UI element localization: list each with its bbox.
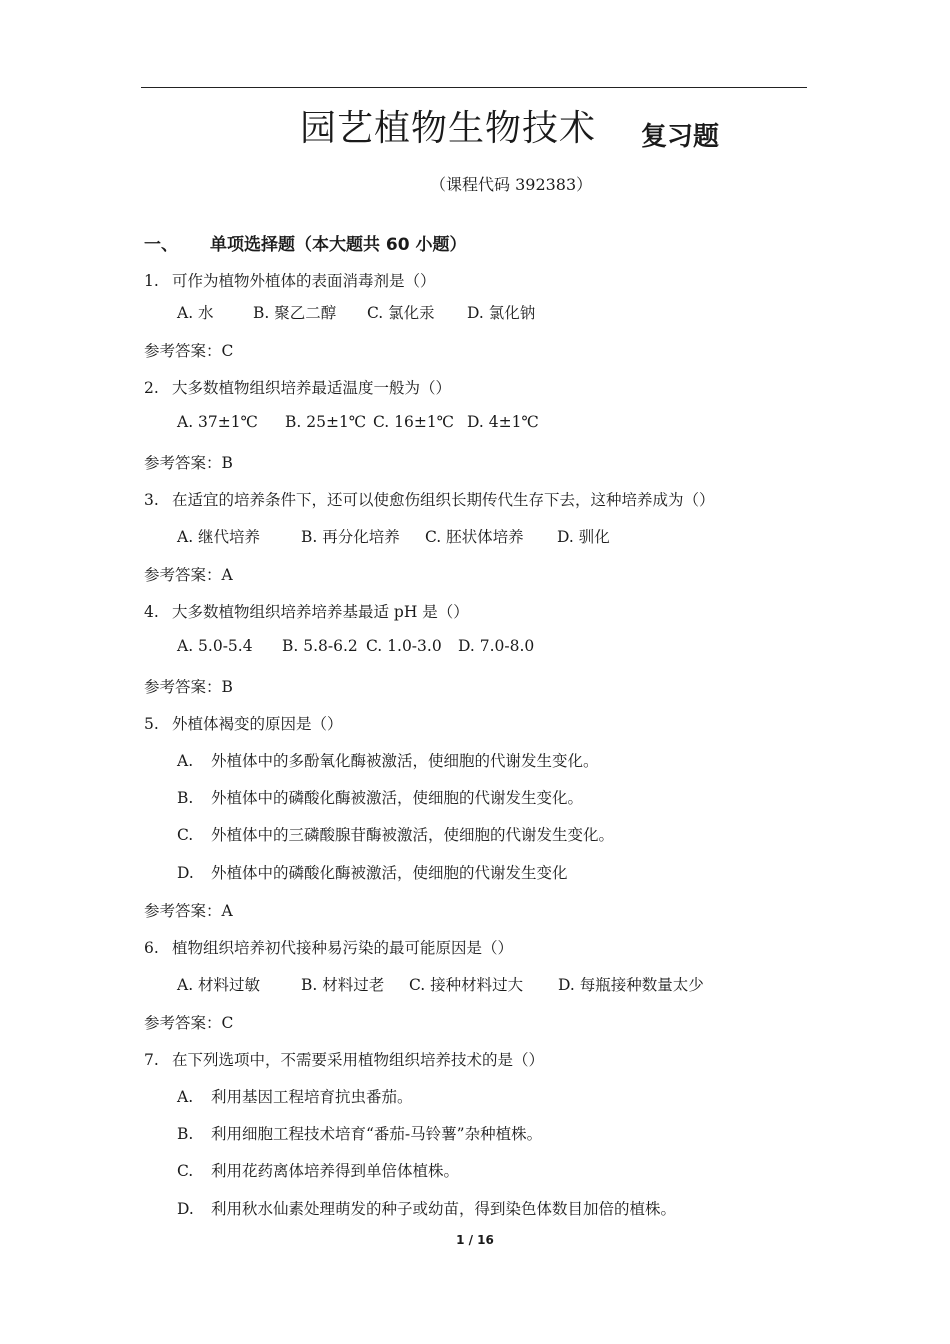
options-row-3 [177, 525, 610, 547]
question-number: 1. [144, 272, 159, 290]
section-title: 单项选择题（本大题共 60 小题） [210, 235, 467, 255]
option: A. 继代培养 [177, 528, 261, 546]
option-text: 利用花药离体培养得到单倍体植株。 [211, 1162, 460, 1180]
question-1 [144, 269, 436, 291]
answer-6: 参考答案：C [144, 1014, 234, 1032]
option-text: 利用基因工程培育抗虫番茄。 [211, 1088, 413, 1106]
option-5c [177, 823, 614, 845]
option: B. 5.8-6.2 [282, 637, 358, 655]
option-7c [177, 1159, 459, 1181]
question-number: 4. [144, 603, 159, 621]
question-text: 植物组织培养初代接种易污染的最可能原因是（） [172, 939, 514, 957]
question-text: 大多数植物组织培养最适温度一般为（） [172, 379, 452, 397]
section-number: 一、 [144, 235, 178, 255]
option: A. 水 [177, 304, 214, 322]
option-letter: A. [177, 752, 194, 770]
question-number: 3. [144, 491, 159, 509]
answer-1: 参考答案：C [144, 342, 234, 360]
options-row-4 [177, 637, 534, 655]
option: D. 氯化钠 [467, 304, 536, 322]
options-row-2 [177, 413, 539, 431]
option: B. 聚乙二醇 [253, 304, 337, 322]
option-5d [177, 861, 568, 883]
option: C. 接种材料过大 [409, 976, 524, 994]
option-letter: D. [177, 864, 194, 882]
option: B. 材料过老 [301, 976, 385, 994]
option-letter: D. [177, 1200, 194, 1218]
option-text: 外植体中的多酚氧化酶被激活，使细胞的代谢发生变化。 [211, 752, 599, 770]
option-text: 外植体中的磷酸化酶被激活，使细胞的代谢发生变化。 [211, 789, 584, 807]
question-number: 7. [144, 1051, 159, 1069]
option-7b [177, 1122, 542, 1144]
option: D. 驯化 [557, 528, 610, 546]
option: C. 氯化汞 [367, 304, 435, 322]
option-5b [177, 786, 583, 808]
answer-3: 参考答案：A [144, 566, 233, 584]
question-7 [144, 1048, 544, 1070]
option-letter: A. [177, 1088, 194, 1106]
option-text: 利用细胞工程技术培育“番茄-马铃薯”杂种植株。 [211, 1125, 543, 1143]
question-text: 外植体褐变的原因是（） [172, 715, 343, 733]
question-text: 在适宜的培养条件下，还可以使愈伤组织长期传代生存下去，这种培养成为（） [172, 491, 715, 509]
section-heading [144, 230, 467, 255]
option: D. 4±1℃ [467, 413, 539, 431]
header-rule [141, 87, 807, 88]
course-code: （课程代码 392383） [430, 175, 593, 194]
option-text: 外植体中的磷酸化酶被激活，使细胞的代谢发生变化 [211, 864, 568, 882]
answer-5: 参考答案：A [144, 902, 233, 920]
question-number: 2. [144, 379, 159, 397]
option: A. 37±1℃ [177, 413, 258, 431]
page-number: 1 / 16 [456, 1233, 494, 1247]
option: A. 材料过敏 [177, 976, 261, 994]
option: C. 1.0-3.0 [366, 637, 442, 655]
question-5 [144, 712, 343, 734]
option-7d [177, 1197, 676, 1219]
option: C. 胚状体培养 [425, 528, 524, 546]
option-letter: C. [177, 826, 194, 844]
question-4 [144, 600, 469, 622]
option-text: 利用秋水仙素处理萌发的种子或幼苗，得到染色体数目加倍的植株。 [211, 1200, 677, 1218]
option: C. 16±1℃ [373, 413, 455, 431]
option: B. 再分化培养 [301, 528, 400, 546]
question-number: 5. [144, 715, 159, 733]
question-3 [144, 488, 715, 510]
options-row-6 [177, 973, 704, 995]
option: B. 25±1℃ [285, 413, 367, 431]
option: D. 每瓶接种数量太少 [558, 976, 704, 994]
option-letter: B. [177, 1125, 194, 1143]
question-2 [144, 376, 451, 398]
question-text: 大多数植物组织培养培养基最适 pH 是（） [172, 603, 469, 621]
question-text: 在下列选项中，不需要采用植物组织培养技术的是（） [172, 1051, 545, 1069]
options-row-1 [177, 301, 535, 323]
question-number: 6. [144, 939, 159, 957]
question-6 [144, 936, 513, 958]
option-7a [177, 1085, 413, 1107]
option-text: 外植体中的三磷酸腺苷酶被激活，使细胞的代谢发生变化。 [211, 826, 615, 844]
document-title: 园艺植物生物技术 [300, 108, 597, 149]
option: A. 5.0-5.4 [177, 637, 253, 655]
option-letter: B. [177, 789, 194, 807]
option-5a [177, 749, 599, 771]
document-subtitle: 复习题 [641, 122, 720, 152]
question-text: 可作为植物外植体的表面消毒剂是（） [172, 272, 436, 290]
option-letter: C. [177, 1162, 194, 1180]
option: D. 7.0-8.0 [458, 637, 535, 655]
answer-4: 参考答案：B [144, 678, 233, 696]
answer-2: 参考答案：B [144, 454, 233, 472]
